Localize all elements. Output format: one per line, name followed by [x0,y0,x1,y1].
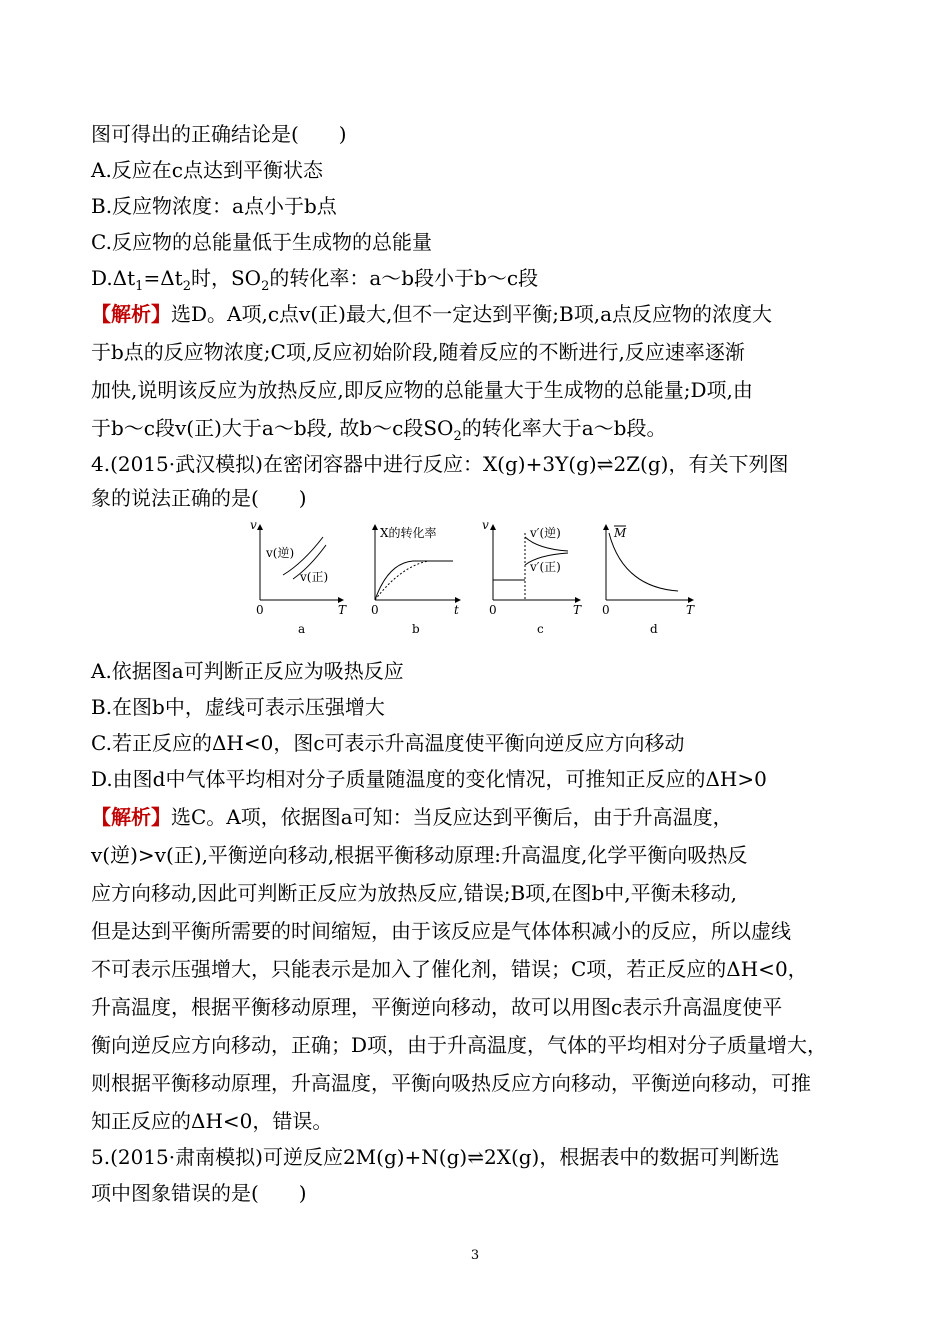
analysis-tag: 【解析】 [91,805,171,829]
fig-c-xlabel: T [573,603,582,617]
fig-b-ylabel: X的转化率 [380,526,437,540]
page-number: 3 [470,1248,480,1263]
fig-b-caption: b [412,622,420,636]
q3-stem-tail: 图可得出的正确结论是( ) [91,122,347,146]
q4-stem-line-2: 象的说法正确的是( ) [91,486,307,510]
q4-analysis-line-6: 升高温度，根据平衡移动原理，平衡逆向移动，故可以用图c表示升高温度使平 [91,995,783,1019]
q4-option-d: D.由图d中气体平均相对分子质量随温度的变化情况，可推知正反应的ΔH>0 [91,767,767,791]
fig-c-curve2: v′(正) [530,560,561,574]
fig-d-origin: 0 [602,603,610,617]
q3-option-d: $D.\Delta t_1=\Delta t_2$时，$SO_2$的转化率：a～b段小于b～c段 [91,266,539,294]
q3-option-c: C.反应物的总能量低于生成物的总能量 [91,230,432,254]
q4-stem-line-1: 4.(2015·武汉模拟)在密闭容器中进行反应：X(g)+3Y(g)⇌2Z(g)，有关下列图 [91,452,789,476]
figure-c [482,518,582,636]
q4-option-a: A.依据图a可判断正反应为吸热反应 [91,659,404,683]
fig-a-curve1: v(逆) [266,546,295,560]
q4-analysis-line-7: 衡向逆反应方向移动，正确；D项，由于升高温度，气体的平均相对分子质量增大， [91,1033,828,1057]
fig-a-curve2: v(正) [300,570,329,584]
fig-c-curve1: v′(逆) [530,526,561,540]
q4-analysis-line-1: 【解析】选C。A项，依据图a可知：当反应达到平衡后，由于升高温度， [91,805,733,829]
figure-b [371,525,460,636]
fig-c-caption: c [537,622,544,636]
fig-b-origin: 0 [371,603,379,617]
q5-stem-line-1: 5.(2015·肃南模拟)可逆反应2M(g)+N(g)⇌2X(g)，根据表中的数据可判断选 [91,1145,780,1169]
q3-analysis-line-1: 【解析】选D。A项,c点v(正)最大,但不一定达到平衡;B项,a点反应物的浓度大 [91,302,773,326]
q3-analysis-line-3: 加快,说明该反应为放热反应,即反应物的总能量大于生成物的总能量;D项,由 [91,378,753,402]
fig-d-xlabel: T [686,603,695,617]
fig-d-caption: d [650,622,658,636]
q3-option-a: A.反应在c点达到平衡状态 [91,158,324,182]
q4-analysis-line-4: 但是达到平衡所需要的时间缩短，由于该反应是气体体积减小的反应，所以虚线 [91,919,791,943]
q4-option-c: C.若正反应的ΔH<0，图c可表示升高温度使平衡向逆反应方向移动 [91,731,685,755]
q4-analysis-line-3: 应方向移动,因此可判断正反应为放热反应,错误;B项,在图b中,平衡未移动, [91,881,738,905]
fig-a-ylabel: v [250,518,257,532]
q4-option-b: B.在图b中，虚线可表示压强增大 [91,695,385,719]
q4-analysis-line-5: 不可表示压强增大，只能表示是加入了催化剂，错误；C项，若正反应的ΔH<0， [91,957,808,981]
q3-option-b: B.反应物浓度：a点小于b点 [91,194,337,218]
fig-a-origin: 0 [256,603,264,617]
fig-d-ylabel: M [614,526,627,540]
q3-analysis-line-4: 于b～c段v(正)大于a～b段, 故b～c段$SO_2$的转化率大于a～b段。 [91,416,667,444]
q4-analysis-line-2: v(逆)>v(正),平衡逆向移动,根据平衡移动原理:升高温度,化学平衡向吸热反 [91,843,748,867]
fig-c-origin: 0 [489,603,497,617]
fig-c-ylabel: v [482,518,489,532]
fig-a-caption: a [298,622,306,636]
fig-a-xlabel: T [338,603,347,617]
q4-analysis-line-8: 则根据平衡移动原理，升高温度，平衡向吸热反应方向移动，平衡逆向移动，可推 [91,1071,811,1095]
analysis-tag: 【解析】 [91,302,171,326]
figure-d [602,525,695,636]
fig-b-xlabel: t [454,603,459,617]
q4-analysis-line-9: 知正反应的ΔH<0，错误。 [91,1109,333,1133]
q3-analysis-line-2: 于b点的反应物浓度;C项,反应初始阶段,随着反应的不断进行,反应速率逐渐 [91,340,745,364]
q5-stem-line-2: 项中图象错误的是( ) [91,1181,307,1205]
figure-a [250,518,347,636]
q4-figures [238,515,708,640]
